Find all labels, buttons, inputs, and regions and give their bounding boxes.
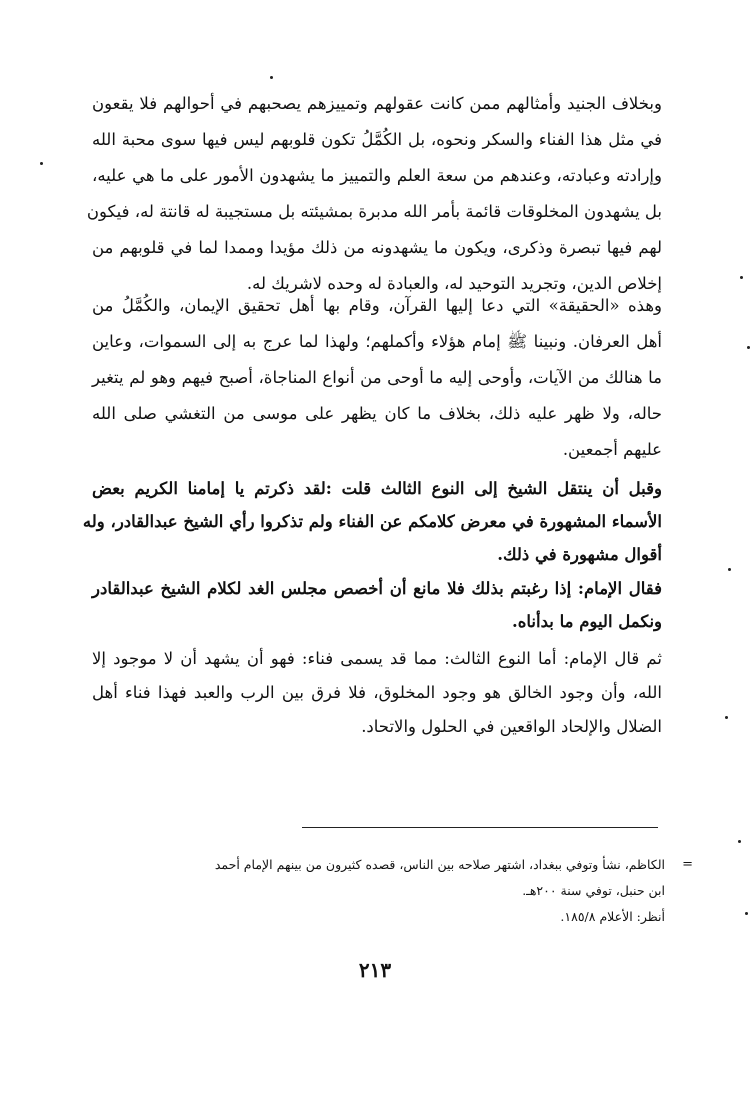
text-line: بل يشهدون المخلوقات قائمة بأمر الله مدبرة بمشيئته بل مستجيبة له قانتة له، فيكون (86, 202, 662, 221)
text-line: الأسماء المشهورة في معرض كلامكم عن الفناء ولم تذكروا رأي الشيخ عبدالقادر، وله (82, 512, 662, 531)
text-line: أهل العرفان. ونبينا ﷺ إمام هؤلاء وأكملهم؛ ولهذا لما عرج به إلى السموات، وعاين (92, 332, 662, 351)
scan-speck (40, 162, 43, 165)
scan-speck (728, 568, 731, 571)
footnote-separator (302, 827, 658, 828)
scan-speck (745, 912, 748, 915)
footnote-continuation-marker: = (682, 857, 693, 872)
text-line: الله، وأن وجود الخالق هو وجود المخلوق، فلا فرق بين الرب والعبد فهذا فناء أهل (92, 683, 662, 702)
text-line: عليهم أجمعين. (562, 440, 662, 459)
text-line: وإرادته وعبادته، وعندهم من سعة العلم والتمييز ما يشهدون الأمور على ما هي عليه، (92, 166, 662, 185)
text-line: لهم فيها تبصرة وذكرى، ويكون ما يشهدونه من ذلك مؤيدا وممدا لما في قلوبهم من (92, 238, 662, 257)
page-number: ٢١٣ (358, 958, 392, 982)
paragraph-1 (86, 86, 662, 302)
paragraph-5 (92, 642, 662, 744)
footnote-line: ابن حنبل، توفي سنة ٢٠٠هـ. (522, 883, 665, 898)
text-line: ما هنالك من الآيات، وأوحى إليه ما أوحى من أنواع المناجاة، أصبح فيهم وهو لم يتغير (92, 368, 662, 387)
text-line: حاله، ولا ظهر عليه ذلك، بخلاف ما كان يظهر على موسى من التغشي صلى الله (92, 404, 662, 423)
text-line: وهذه «الحقيقة» التي دعا إليها القرآن، وقام بها أهل تحقيق الإيمان، والكُمَّلُ من (92, 296, 662, 315)
scan-speck (738, 840, 741, 843)
text-line: إخلاص الدين، وتجريد التوحيد له، والعبادة له وحده لاشريك له. (246, 274, 662, 293)
text-line: ونكمل اليوم ما بدأناه. (512, 612, 662, 631)
text-line: الضلال والإلحاد الواقعين في الحلول والاتحاد. (361, 717, 662, 736)
paragraph-2 (92, 288, 662, 468)
text-line: في مثل هذا الفناء والسكر ونحوه، بل الكُمَّلُ تكون قلوبهم ليس فيها سوى محبة الله (92, 130, 662, 149)
scan-speck (740, 276, 743, 279)
text-line: وبخلاف الجنيد وأمثالهم ممن كانت عقولهم وتمييزهم يصحبهم في أحوالهم فلا يقعون (92, 94, 662, 113)
scan-speck (270, 76, 273, 79)
paragraph-3-question (82, 472, 662, 571)
footnote-line: أنظر: الأعلام ١٨٥/٨. (560, 909, 665, 924)
paragraph-4-answer (92, 572, 662, 638)
text-line: فقال الإمام: إذا رغبتم بذلك فلا مانع أن أخصص مجلس الغد لكلام الشيخ عبدالقادر (92, 579, 662, 598)
footnote-line: الكاظم، نشأ وتوفي ببغداد، اشتهر صلاحه بين الناس، قصده كثيرون من بينهم الإمام أحمد (214, 857, 665, 872)
text-line: وقبل أن ينتقل الشيخ إلى النوع الثالث قلت :لقد ذكرتم يا إمامنا الكريم بعض (92, 479, 662, 498)
text-line: ثم قال الإمام: أما النوع الثالث: مما قد يسمى فناء: فهو أن يشهد أن لا موجود إلا (92, 649, 662, 668)
text-line: أقوال مشهورة في ذلك. (497, 545, 662, 564)
footnote (214, 852, 693, 930)
scan-speck (725, 716, 728, 719)
